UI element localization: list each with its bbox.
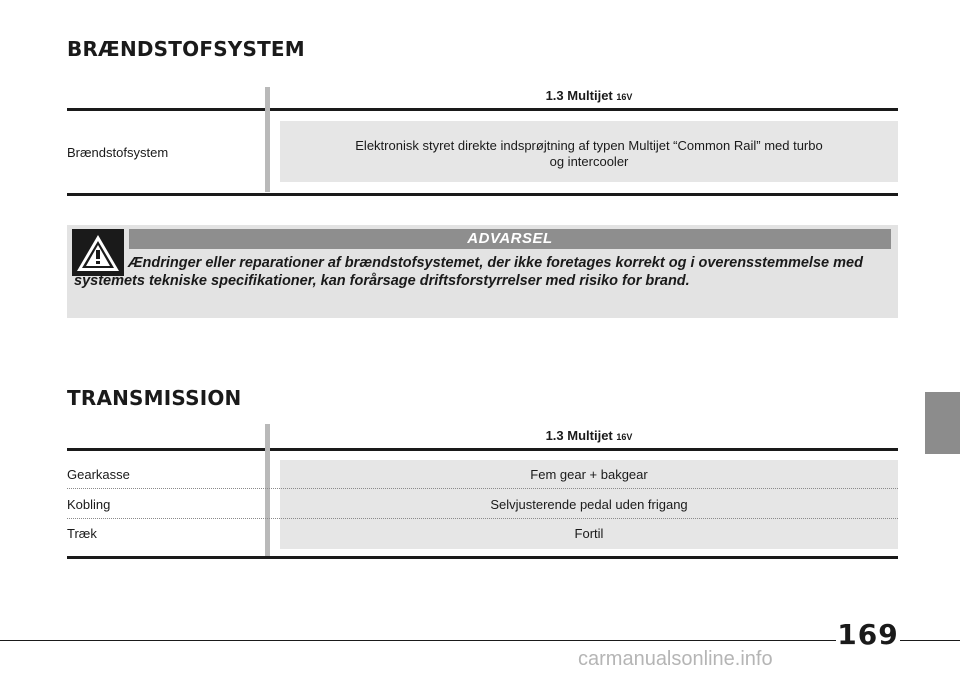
fuel-header-engine: 1.3 Multijet — [545, 88, 613, 103]
drive-row-value: Fortil — [574, 526, 604, 541]
row-separator — [67, 488, 898, 489]
fuel-row-value-line1: Elektronisk styret direkte indsprøjtning af typen Multijet “Common Rail” med turbo — [355, 138, 823, 153]
fuel-header-valve: 16V — [616, 92, 633, 102]
fuel-header-rule — [67, 108, 898, 111]
clutch-row-label: Kobling — [67, 497, 111, 512]
watermark-text: carmanualsonline.info — [578, 648, 773, 670]
fuel-bottom-rule — [67, 193, 898, 196]
transmission-section-title: TRANSMISSION — [67, 386, 242, 410]
clutch-row-value: Selvjusterende pedal uden frigang — [490, 497, 688, 512]
transmission-header-valve: 16V — [616, 432, 633, 442]
transmission-header-engine: 1.3 Multijet — [545, 428, 613, 443]
transmission-column-divider — [265, 424, 270, 557]
fuel-column-header — [280, 88, 898, 103]
warning-heading: ADVARSEL — [129, 229, 891, 249]
warning-text: Ændringer eller reparationer af brændstofsystemet, der ikke foretages korrekt og i overensstemmelse med systemets tekniske specifikationer, kan forårsage driftsforstyrrelser med risiko for brand. — [74, 255, 863, 289]
fuel-row-value-line2: og intercooler — [549, 154, 629, 169]
footer-rule — [0, 640, 960, 641]
drive-row-label: Træk — [67, 526, 97, 541]
fuel-row-label: Brændstofsystem — [67, 145, 169, 160]
fuel-row-value — [280, 138, 898, 170]
chapter-side-tab — [925, 392, 960, 454]
gearbox-row-value: Fem gear + bakgear — [530, 467, 648, 482]
transmission-bottom-rule — [67, 556, 898, 559]
transmission-header-rule — [67, 448, 898, 451]
row-separator — [67, 518, 898, 519]
gearbox-row-label: Gearkasse — [67, 467, 130, 482]
transmission-column-header — [280, 428, 898, 443]
fuel-section-title: BRÆNDSTOFSYSTEM — [67, 37, 305, 61]
page-number: 169 — [837, 618, 899, 651]
fuel-column-divider — [265, 87, 270, 192]
